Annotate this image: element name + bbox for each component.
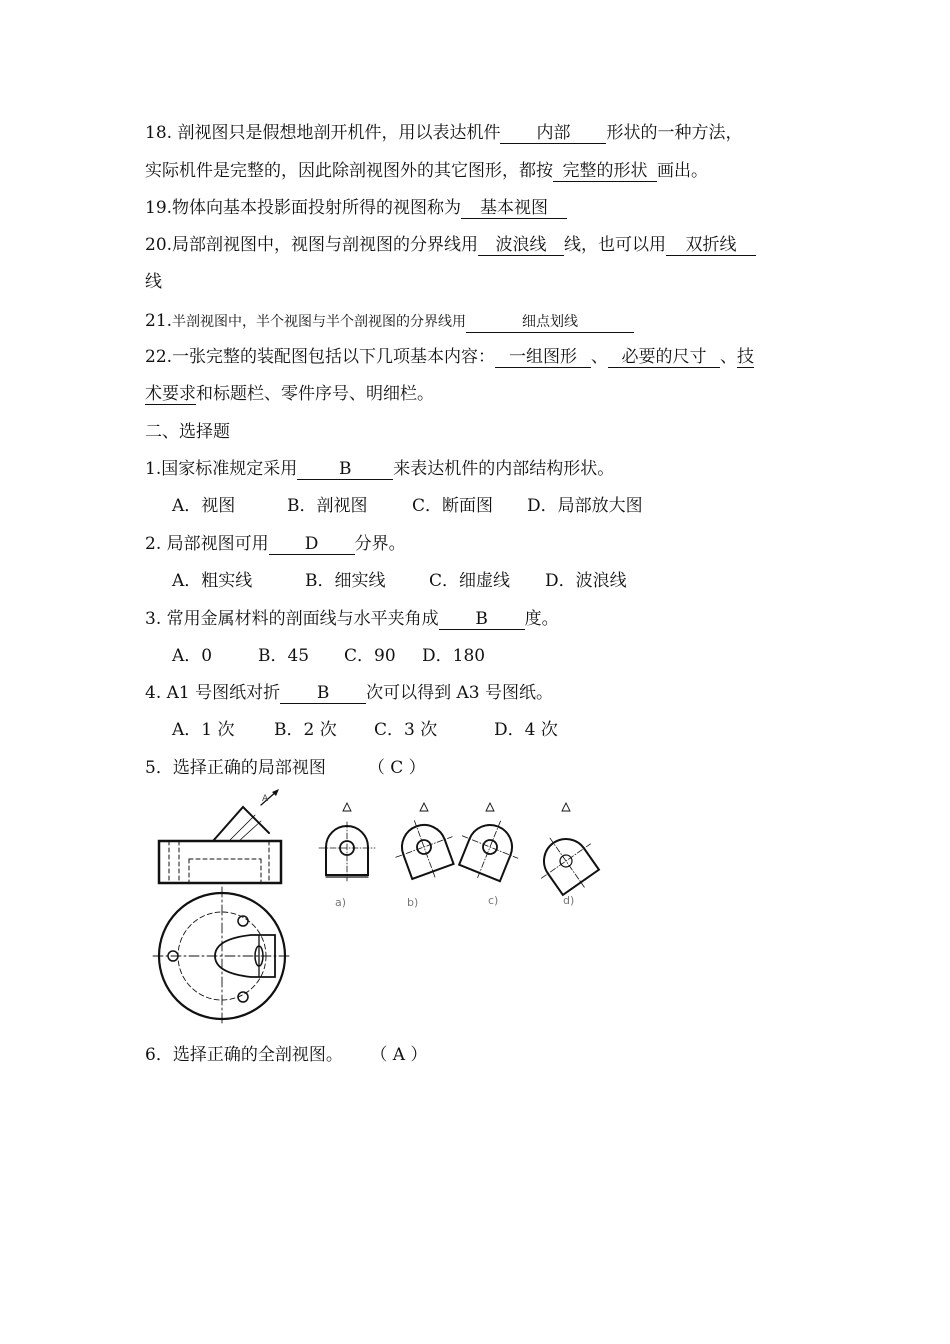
q18-text-e: 画出。 xyxy=(657,161,708,181)
c3-option-c: C．90 xyxy=(344,646,396,666)
c2-option-b: B．细实线 xyxy=(305,571,386,591)
c3-text-b: 度。 xyxy=(524,609,559,629)
c3-answer: B xyxy=(439,609,525,630)
c3-option-a: A．0 xyxy=(172,646,213,666)
q22-text-a: 22.一张完整的装配图包括以下几项基本内容： xyxy=(145,347,496,367)
c2-option-c: C．细虚线 xyxy=(429,571,511,591)
c1-text-b: 来表达机件的内部结构形状。 xyxy=(393,459,615,479)
q20-line1 xyxy=(145,234,756,256)
option-c-drawing xyxy=(449,810,528,890)
c2-answer: D xyxy=(269,534,355,555)
c2-options xyxy=(172,570,627,592)
option-a-drawing xyxy=(319,803,375,881)
q20-text-c: 线，也可以用 xyxy=(564,235,667,255)
q22-answer-3a: 技 xyxy=(737,347,755,367)
c1-answer: B xyxy=(297,459,393,480)
c1-option-b: B．剖视图 xyxy=(287,496,368,516)
c4-option-b: B．2 次 xyxy=(274,720,337,740)
c6-text-a: 6．选择正确的全剖视图。 xyxy=(145,1045,343,1065)
c1-option-c: C．断面图 xyxy=(412,496,494,516)
c2-text-b: 分界。 xyxy=(354,534,406,554)
c2-option-d: D．波浪线 xyxy=(545,571,627,591)
top-view xyxy=(153,887,291,1025)
q22-line1 xyxy=(145,346,754,368)
q18-answer-2: 完整的形状 xyxy=(553,161,657,182)
q18-answer-1: 内部 xyxy=(500,123,606,144)
c1-options xyxy=(172,495,643,517)
c2-option-a: A．粗实线 xyxy=(172,571,253,591)
q18-text-d: 实际机件是完整的，因此除剖视图外的其它图形，都按 xyxy=(145,161,553,181)
c4-options xyxy=(172,719,558,741)
q22-text-d: 、 xyxy=(720,347,738,367)
q20-text-d: 线 xyxy=(145,272,162,292)
q18-text-c: 形状的一种方法， xyxy=(606,123,743,143)
q21-answer: 细点划线 xyxy=(466,312,634,333)
c4-option-a: A．1 次 xyxy=(172,720,235,740)
c4-line xyxy=(145,682,553,704)
q20-answer-2: 双折线 xyxy=(666,235,756,256)
c4-option-d: D．4 次 xyxy=(494,720,558,740)
q20-answer-1: 波浪线 xyxy=(478,235,564,256)
arrow-label: A xyxy=(262,794,269,804)
c3-option-b: B．45 xyxy=(258,646,310,666)
q22-answer-3b: 术要求 xyxy=(145,384,196,404)
q19-text-a: 19.物体向基本投影面投射所得的视图称为 xyxy=(145,198,462,218)
q19-answer: 基本视图 xyxy=(461,198,567,219)
c1-option-d: D．局部放大图 xyxy=(527,496,643,516)
c3-text-a: 3. 常用金属材料的剖面线与水平夹角成 xyxy=(145,609,439,629)
option-a-label: a) xyxy=(335,896,347,909)
option-d-drawing xyxy=(525,821,609,905)
section-view-figure xyxy=(145,785,615,1030)
c2-text-a: 2. 局部视图可用 xyxy=(145,534,269,554)
q22-answer-2: 必要的尺寸 xyxy=(608,347,720,368)
option-d-label: d) xyxy=(563,894,575,907)
q21-line xyxy=(145,310,634,333)
q22-line2 xyxy=(145,383,434,405)
q20-line2 xyxy=(145,271,162,293)
section-title: 二、选择题 xyxy=(145,422,230,442)
q21-text-a: 21. xyxy=(145,311,173,331)
c4-text-a: 4. A1 号图纸对折 xyxy=(145,683,281,703)
q18-line1 xyxy=(145,122,742,144)
option-b-label: b) xyxy=(407,896,419,909)
q18-text-a: 18. 剖视图只是假想地剖开机件，用以表达机件 xyxy=(145,123,501,143)
q20-text-a: 20.局部剖视图中，视图与剖视图的分界线用 xyxy=(145,235,479,255)
q21-text-b: 半剖视图中，半个视图与半个剖视图的分界线用 xyxy=(172,314,467,330)
c5-answer: （ C ） xyxy=(367,758,426,778)
c2-line xyxy=(145,533,406,555)
c1-line xyxy=(145,458,614,480)
c3-options xyxy=(172,645,485,667)
c6-answer: （ A ） xyxy=(378,1045,428,1065)
c3-line xyxy=(145,608,559,630)
c6-line xyxy=(145,1044,427,1066)
q19-line xyxy=(145,197,567,219)
q22-text-e: 和标题栏、零件序号、明细栏。 xyxy=(196,384,434,404)
c1-text-a: 1.国家标准规定采用 xyxy=(145,459,298,479)
q22-answer-1: 一组图形 xyxy=(495,347,591,368)
c4-text-b: 次可以得到 A3 号图纸。 xyxy=(366,683,554,703)
c1-option-a: A．视图 xyxy=(172,496,236,516)
c5-line xyxy=(145,757,426,779)
c4-option-c: C．3 次 xyxy=(374,720,438,740)
option-c-label: c) xyxy=(488,894,499,907)
c4-answer: B xyxy=(280,683,366,704)
q22-text-c: 、 xyxy=(591,347,609,367)
option-b-drawing xyxy=(386,810,463,887)
q18-line2 xyxy=(145,160,708,182)
c3-option-d: D．180 xyxy=(422,646,486,666)
c5-text-a: 5．选择正确的局部视图 xyxy=(145,758,326,778)
